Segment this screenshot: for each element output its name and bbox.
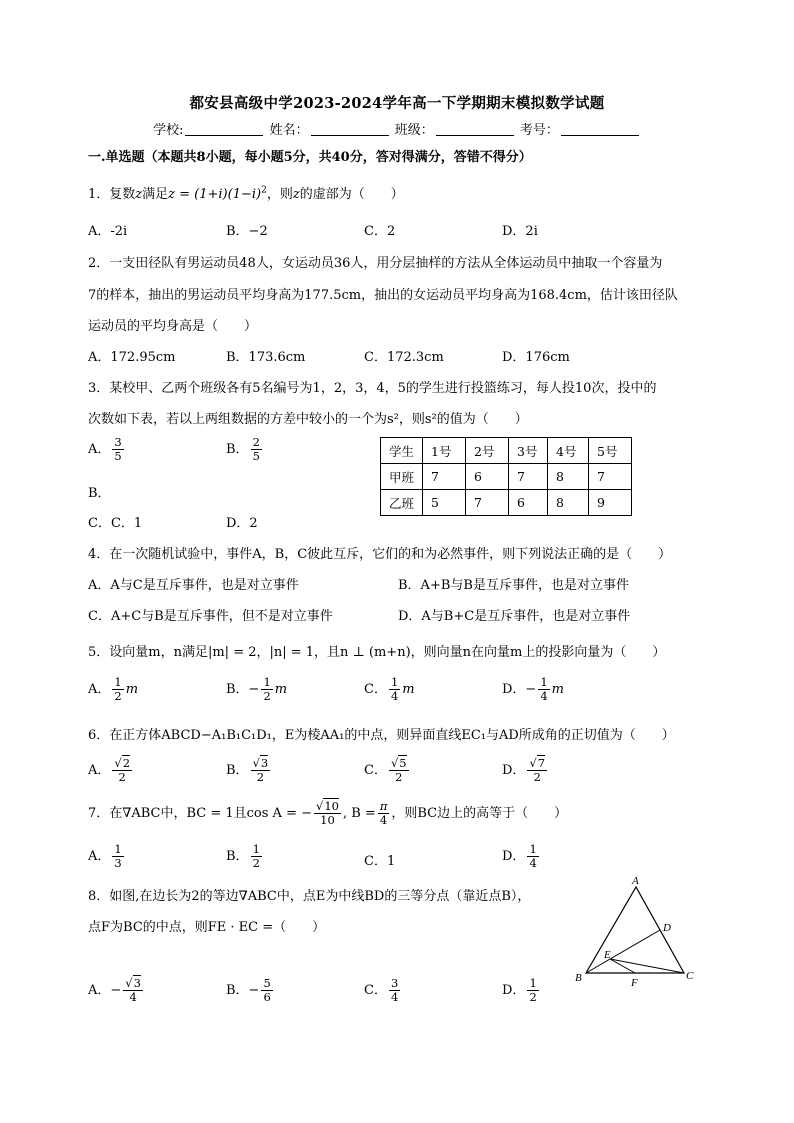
frac-num: √2 [114,756,131,770]
table-row [381,490,632,516]
q2-option-d[interactable]: D．176cm [502,350,570,365]
q8-option-a[interactable] [88,977,145,1004]
triangle-figure [572,875,702,990]
frac-num: 1 [529,842,537,856]
q8-option-b-frac [261,977,272,1004]
score-table [380,437,632,516]
q7-option-b-label: B． [226,849,249,865]
table-header-row [381,438,632,464]
q1-option-a[interactable]: A．-2i [88,224,128,239]
frac-num: √3 [125,976,141,990]
label-b: B [575,972,582,984]
q7-text-a: 7．在∇ABC中，BC = 1且cos A = − [88,806,312,822]
q6-option-a[interactable] [88,757,134,784]
radicand: 3 [260,756,269,770]
q3-option-b-label: B． [226,442,249,458]
frac-den: 4 [529,856,537,871]
label-d: D [663,922,671,934]
table-cell: 5号 [589,438,632,464]
table-cell: 7 [466,490,509,516]
exam-no-label: 考号： [519,123,559,138]
table-cell: 2号 [466,438,509,464]
q8-line-2: 点F为BC的中点，则FE · EC =（ ） [88,920,326,935]
q5-option-c[interactable] [364,676,415,703]
frac-num: √10 [316,799,339,813]
q2-line-3: 运动员的平均身高是（ ） [88,319,258,334]
frac-den: 2 [114,689,122,704]
q5-option-a-label: A． [88,682,111,698]
section-heading: 一.单选题（本题共8小题，每小题5分，共40分，答对得满分，答错不得分） [88,150,532,165]
page-title: 都安县高级中学2023-2024学年高一下学期期末模拟数学试题 [189,95,605,112]
table-cell: 3号 [509,438,548,464]
frac-den: 4 [379,813,388,828]
q7-option-b-frac [251,843,262,870]
q8-line-1: 8．如图,在边长为2的等边∇ABC中，点E为中线BD的三等分点（靠近点B）， [88,889,531,904]
frac-den: 4 [390,689,399,704]
frac-den: 2 [256,770,265,785]
frac-den: 3 [114,856,122,871]
q3-line-1: 3．某校甲、乙两个班级各有5名编号为1，2，3，4，5的学生进行投篮练习，每人投10次，投中的 [88,381,657,396]
class-label: 班级： [394,123,434,138]
frac-num: 3 [114,435,122,449]
frac-num: 1 [390,675,399,689]
q5-option-b-label: B．− [226,682,260,698]
radicand: 7 [537,756,546,770]
frac-den: 2 [395,770,403,785]
table-cell: 7 [509,464,548,490]
radicand: 2 [122,756,131,770]
table-cell: 1号 [423,438,466,464]
q3-option-a[interactable] [88,436,126,463]
vector-m: m [274,682,288,698]
table-cell: 甲班 [381,464,423,490]
q7-option-a-frac [112,843,123,870]
q7-option-d-label: D． [502,849,526,865]
q1-var2: z [292,187,300,202]
q7-option-b[interactable] [226,843,264,870]
q6-stem: 6．在正方体ABCD−A₁B₁C₁D₁，E为棱AA₁的中点，则异面直线EC₁与AD所成角的正切值为（ ） [88,728,675,743]
q2-option-a[interactable]: A．172.95cm [88,350,176,365]
q7-option-a[interactable] [88,843,126,870]
frac-den: 4 [540,689,548,704]
q5-option-d-frac [538,676,549,703]
q5-option-c-frac [389,676,400,703]
frac-den: 4 [129,990,137,1005]
q2-line-1: 2．一支田径队有男运动员48人，女运动员36人，用分层抽样的方法从全体运动员中抽取一个容量为 [88,256,663,271]
segment-ec [610,959,684,973]
radicand: 5 [399,756,407,770]
frac-den: 2 [263,689,271,704]
q6-option-a-frac [112,757,132,784]
frac-num: 3 [390,976,399,990]
table-cell: 6 [509,490,548,516]
q5-option-b[interactable] [226,676,287,703]
frac-den: 2 [118,770,126,785]
table-cell: 学生 [381,438,423,464]
q8-option-c-label: C． [364,983,387,999]
q8-option-d[interactable] [502,977,541,1004]
q6-option-a-label: A． [88,763,111,779]
student-info-line [0,119,794,138]
q4-option-d[interactable]: D．A与B+C是互斥事件，也是对立事件 [398,609,631,624]
q5-option-a[interactable] [88,676,138,703]
q5-option-d[interactable] [502,676,564,703]
q3-option-a-frac [112,436,123,463]
label-a: A [632,875,639,887]
q1-formula: z = (1+i)(1−i) [168,187,262,202]
q4-stem: 4．在一次随机试验中，事件A，B，C彼此互斥，它们的和为必然事件，则下列说法正确的是（ ） [88,547,672,562]
q8-option-d-label: D． [502,983,526,999]
q6-option-c[interactable] [364,757,411,784]
q7-option-c[interactable]: C．1 [364,854,396,869]
q1-var: z [135,187,143,202]
label-f: F [631,977,638,989]
q7-option-d[interactable] [502,843,541,870]
q6-option-b-label: B． [226,763,249,779]
q5-option-b-frac [261,676,272,703]
frac-den: 2 [533,770,541,785]
exam-no-blank[interactable] [561,135,639,136]
table-cell: 乙班 [381,490,423,516]
table-cell: 6 [466,464,509,490]
table-cell: 4号 [548,438,589,464]
q8-option-a-label: A．− [88,983,122,999]
q8-option-d-frac [527,977,538,1004]
q1-text-a: 1．复数 [88,187,136,202]
school-blank[interactable] [185,135,263,136]
table-cell: 7 [423,464,466,490]
q1-text-c: ，则 [266,187,293,202]
q6-option-d-frac [527,757,547,784]
frac-den: 10 [320,813,335,828]
q4-option-b[interactable]: B．A+B与B是互斥事件，也是对立事件 [398,578,629,593]
q8-option-b[interactable] [226,977,275,1004]
frac-num: 1 [529,976,537,990]
vector-m: m [402,682,415,698]
name-blank[interactable] [311,135,389,136]
q8-option-c[interactable] [364,977,402,1004]
q7-text-b: , B = [342,806,376,822]
frac-num: π [379,799,388,813]
vector-m: m [551,682,564,698]
q3-option-a-label: A． [88,442,111,458]
label-c: C [686,970,694,982]
frac-num: √7 [529,756,546,770]
frac-num: 2 [252,435,260,449]
q7-option-d-frac [527,843,538,870]
q6-option-c-frac [389,757,409,784]
table-cell: 8 [548,464,589,490]
vector-m: m [125,682,139,698]
q8-option-c-frac [389,977,400,1004]
q2-line-2: 7的样本，抽出的男运动员平均身高为177.5cm，抽出的女运动员平均身高为168.4cm，估计该田径队 [88,288,678,303]
table-cell: 5 [423,490,466,516]
radicand: 3 [133,976,141,990]
q3-option-b-repeat: B． [88,486,111,501]
label-e: E [604,949,611,961]
q8-option-b-label: B．− [226,983,260,999]
q1-power: 2 [261,185,267,196]
q3-option-b[interactable] [226,436,264,463]
q6-option-c-label: C． [364,763,387,779]
frac-num: 1 [114,842,122,856]
table-row [381,464,632,490]
q6-option-b-frac [251,757,271,784]
table-cell: 7 [589,464,632,490]
q7-pi-frac [378,800,390,827]
radicand: 10 [324,799,339,813]
q7-stem [88,800,567,827]
q5-stem: 5．设向量m，n满足|m| = 2，|n| = 1，且n ⊥ (m+n)，则向量n在向量m上的投影向量为（ ） [88,645,666,660]
q6-option-b[interactable] [226,757,272,784]
q4-option-c[interactable]: C．A+C与B是互斥事件，但不是对立事件 [88,609,333,624]
q1-option-c[interactable]: C．2 [364,224,396,239]
table-cell: 9 [589,490,632,516]
q2-option-c[interactable]: C．172.3cm [364,350,444,365]
q1-option-b[interactable]: B．−2 [226,224,268,239]
class-blank[interactable] [436,135,514,136]
name-label: 姓名： [269,123,309,138]
q3-option-c[interactable]: C．C．1 [88,516,143,531]
q3-option-d[interactable]: D．2 [226,516,258,531]
q7-text-c: ，则BC边上的高等于（ ） [391,806,568,822]
frac-den: 4 [390,990,399,1005]
frac-num: 1 [114,675,122,689]
frac-den: 5 [114,449,122,464]
q4-option-a[interactable]: A．A与C是互斥事件，也是对立事件 [88,578,299,593]
frac-den: 5 [252,449,260,464]
frac-den: 2 [529,990,537,1005]
q7-cos-frac [314,800,341,827]
frac-num: √5 [390,756,407,770]
q6-option-d[interactable] [502,757,549,784]
table-cell: 8 [548,490,589,516]
q5-option-c-label: C． [364,682,387,698]
frac-num: 1 [540,675,548,689]
question-1-stem [88,183,404,202]
q3-option-b-frac [251,436,262,463]
q1-text-d: 的虚部为（ ） [299,187,404,202]
frac-num: 1 [263,675,271,689]
frac-den: 6 [263,990,271,1005]
q8-option-a-frac [123,977,143,1004]
frac-den: 2 [252,856,260,871]
q1-text-b: 满足 [142,187,169,202]
q7-option-a-label: A． [88,849,111,865]
q3-line-2: 次数如下表，若以上两组数据的方差中较小的一个为s²，则s²的值为（ ） [88,412,528,427]
q1-option-d[interactable]: D．2i [502,224,538,239]
frac-num: 5 [263,976,271,990]
q5-option-d-label: D．− [502,682,537,698]
school-label: 学校: [153,123,184,138]
q2-option-b[interactable]: B．173.6cm [226,350,306,365]
frac-num: √3 [252,756,269,770]
q5-option-a-frac [112,676,123,703]
q6-option-d-label: D． [502,763,526,779]
frac-num: 1 [252,842,260,856]
